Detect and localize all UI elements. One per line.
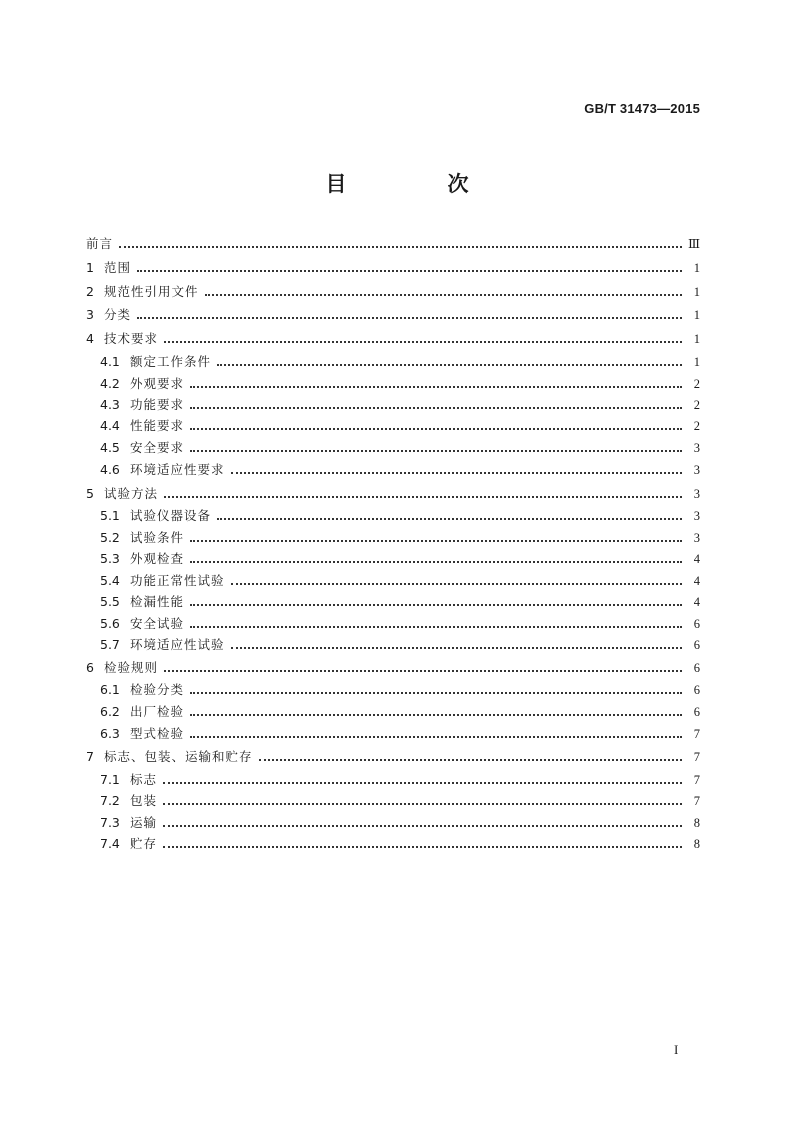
toc-entry-number: 4.3 <box>100 397 120 412</box>
toc-entry-page: 6 <box>693 705 700 719</box>
toc-entry-label: 外观检查 <box>130 551 185 566</box>
toc-entry-label: 试验条件 <box>130 530 185 545</box>
toc-entry-number: 5 <box>86 486 94 501</box>
toc-entry-label: 前言 <box>86 236 114 251</box>
dot-leader <box>137 317 682 319</box>
dot-leader <box>190 407 682 409</box>
toc-entry[interactable] <box>86 256 700 276</box>
toc-entry-page: 1 <box>693 332 700 346</box>
dot-leader <box>190 692 682 694</box>
toc-entry-label: 检漏性能 <box>130 594 185 609</box>
toc-entry-number: 6.1 <box>100 682 120 697</box>
toc-entry-page: 3 <box>693 531 700 545</box>
dot-leader <box>190 561 682 563</box>
toc-entry-label: 包装 <box>130 793 158 808</box>
toc-entry[interactable] <box>86 482 700 502</box>
toc-entry-number: 1 <box>86 260 94 275</box>
toc-entry-label: 检验规则 <box>104 660 159 675</box>
dot-leader <box>217 518 682 520</box>
toc-entry-label: 标志、包装、运输和贮存 <box>104 749 253 764</box>
toc-entry-label: 范围 <box>104 260 132 275</box>
dot-leader <box>164 341 682 343</box>
dot-leader <box>190 604 682 606</box>
dot-leader <box>190 428 682 430</box>
dot-leader <box>231 472 682 474</box>
toc-entry-label: 检验分类 <box>130 682 185 697</box>
toc-entry-page: 6 <box>693 638 700 652</box>
toc-entry[interactable] <box>100 633 700 653</box>
standard-code: GB/T 31473—2015 <box>584 101 700 116</box>
toc-entry-page: 1 <box>693 308 700 322</box>
toc-entry-page: 7 <box>693 773 700 787</box>
dot-leader <box>190 626 682 628</box>
toc-entry-number: 6 <box>86 660 94 675</box>
toc-entry-number: 7.2 <box>100 793 120 808</box>
dot-leader <box>163 782 682 784</box>
toc-entry-page: 1 <box>693 261 700 275</box>
dot-leader <box>190 540 682 542</box>
toc-entry-page: 2 <box>693 377 700 391</box>
dot-leader <box>163 846 682 848</box>
toc-entry-label: 额定工作条件 <box>130 354 212 369</box>
toc-entry-page: 6 <box>693 661 700 675</box>
toc-entry-label: 分类 <box>104 307 132 322</box>
toc-entry-page: 7 <box>693 727 700 741</box>
toc-entry[interactable] <box>100 350 700 370</box>
toc-entry-page: 4 <box>693 574 700 588</box>
toc-entry-number: 7.1 <box>100 772 120 787</box>
toc-entry-number: 5.4 <box>100 573 120 588</box>
dot-leader <box>190 386 682 388</box>
page-number: I <box>674 1042 679 1057</box>
toc-entry-number: 7.4 <box>100 836 120 851</box>
toc-entry[interactable] <box>100 832 700 852</box>
toc-entry-page: 8 <box>693 837 700 851</box>
toc-entry[interactable] <box>100 436 700 456</box>
toc-entry[interactable] <box>86 745 700 765</box>
toc-entry-number: 4.5 <box>100 440 120 455</box>
toc-entry-label: 外观要求 <box>130 376 185 391</box>
toc-entry[interactable] <box>86 327 700 347</box>
dot-leader <box>190 450 682 452</box>
toc-entry-number: 5.6 <box>100 616 120 631</box>
toc-entry[interactable] <box>100 590 700 610</box>
toc-entry-label: 性能要求 <box>130 418 185 433</box>
dot-leader <box>190 736 682 738</box>
toc-title: 目 次 <box>325 172 509 196</box>
toc-entry[interactable] <box>86 280 700 300</box>
toc-entry-label: 出厂检验 <box>130 704 185 719</box>
toc-entry-page: Ⅲ <box>687 237 700 251</box>
dot-leader <box>231 647 682 649</box>
toc-entry-page: 8 <box>693 816 700 830</box>
toc-entry-page: 4 <box>693 552 700 566</box>
toc-entry[interactable] <box>100 700 700 720</box>
toc-entry-label: 技术要求 <box>104 331 159 346</box>
toc-entry-number: 5.3 <box>100 551 120 566</box>
toc-entry-page: 7 <box>693 794 700 808</box>
dot-leader <box>164 496 682 498</box>
toc-entry[interactable] <box>100 789 700 809</box>
toc-entry-label: 运输 <box>130 815 158 830</box>
toc-entry-page: 3 <box>693 509 700 523</box>
toc-entry[interactable] <box>86 232 700 252</box>
toc-entry[interactable] <box>100 569 700 589</box>
toc-entry-label: 试验方法 <box>104 486 159 501</box>
toc-entry[interactable] <box>100 414 700 434</box>
toc-entry[interactable] <box>100 768 700 788</box>
dot-leader <box>163 825 682 827</box>
toc-entry-label: 贮存 <box>130 836 158 851</box>
dot-leader <box>231 583 682 585</box>
toc-entry-label: 功能正常性试验 <box>130 573 225 588</box>
toc-entry-number: 3 <box>86 307 94 322</box>
toc-entry-page: 1 <box>693 355 700 369</box>
dot-leader <box>217 364 682 366</box>
dot-leader <box>163 803 682 805</box>
dot-leader <box>259 759 682 761</box>
toc-entry-page: 6 <box>693 617 700 631</box>
toc-entry[interactable] <box>86 303 700 323</box>
toc-entry[interactable] <box>100 722 700 742</box>
toc-entry-label: 功能要求 <box>130 397 185 412</box>
toc-entry-label: 安全要求 <box>130 440 185 455</box>
toc-entry-number: 7 <box>86 749 94 764</box>
toc-entry-number: 7.3 <box>100 815 120 830</box>
toc-entry-label: 试验仪器设备 <box>130 508 212 523</box>
toc-entry-number: 6.2 <box>100 704 120 719</box>
dot-leader <box>164 670 682 672</box>
toc-entry[interactable] <box>100 393 700 413</box>
toc-entry-page: 7 <box>693 750 700 764</box>
toc-entry-page: 3 <box>693 441 700 455</box>
toc-entry-label: 安全试验 <box>130 616 185 631</box>
toc-entry[interactable] <box>100 526 700 546</box>
toc-entry[interactable] <box>86 656 700 676</box>
toc-entry[interactable] <box>100 504 700 524</box>
toc-entry-page: 4 <box>693 595 700 609</box>
toc-entry[interactable] <box>100 678 700 698</box>
toc-entry-number: 4.4 <box>100 418 120 433</box>
toc-entry-number: 5.2 <box>100 530 120 545</box>
toc-entry-label: 规范性引用文件 <box>104 284 199 299</box>
toc-entry[interactable] <box>100 547 700 567</box>
toc-entry-page: 6 <box>693 683 700 697</box>
toc-entry-label: 环境适应性要求 <box>130 462 225 477</box>
toc-entry-number: 4.6 <box>100 462 120 477</box>
toc-entry[interactable] <box>100 372 700 392</box>
toc-entry-number: 2 <box>86 284 94 299</box>
toc-entry-number: 5.5 <box>100 594 120 609</box>
toc-entry-number: 5.7 <box>100 637 120 652</box>
toc-entry-number: 4.2 <box>100 376 120 391</box>
toc-entry-number: 6.3 <box>100 726 120 741</box>
toc-entry-page: 3 <box>693 487 700 501</box>
toc-entry[interactable] <box>100 458 700 478</box>
toc-entry-page: 3 <box>693 463 700 477</box>
dot-leader <box>205 294 682 296</box>
dot-leader <box>119 246 682 248</box>
toc-entry-label: 型式检验 <box>130 726 185 741</box>
toc-entry-label: 环境适应性试验 <box>130 637 225 652</box>
toc-entry-number: 5.1 <box>100 508 120 523</box>
dot-leader <box>137 270 682 272</box>
toc-entry[interactable] <box>100 612 700 632</box>
toc-entry-number: 4.1 <box>100 354 120 369</box>
toc-entry-label: 标志 <box>130 772 158 787</box>
dot-leader <box>190 714 682 716</box>
toc-entry-page: 1 <box>693 285 700 299</box>
toc-entry-page: 2 <box>693 398 700 412</box>
toc-entry-number: 4 <box>86 331 94 346</box>
toc-entry-page: 2 <box>693 419 700 433</box>
toc-entry[interactable] <box>100 811 700 831</box>
